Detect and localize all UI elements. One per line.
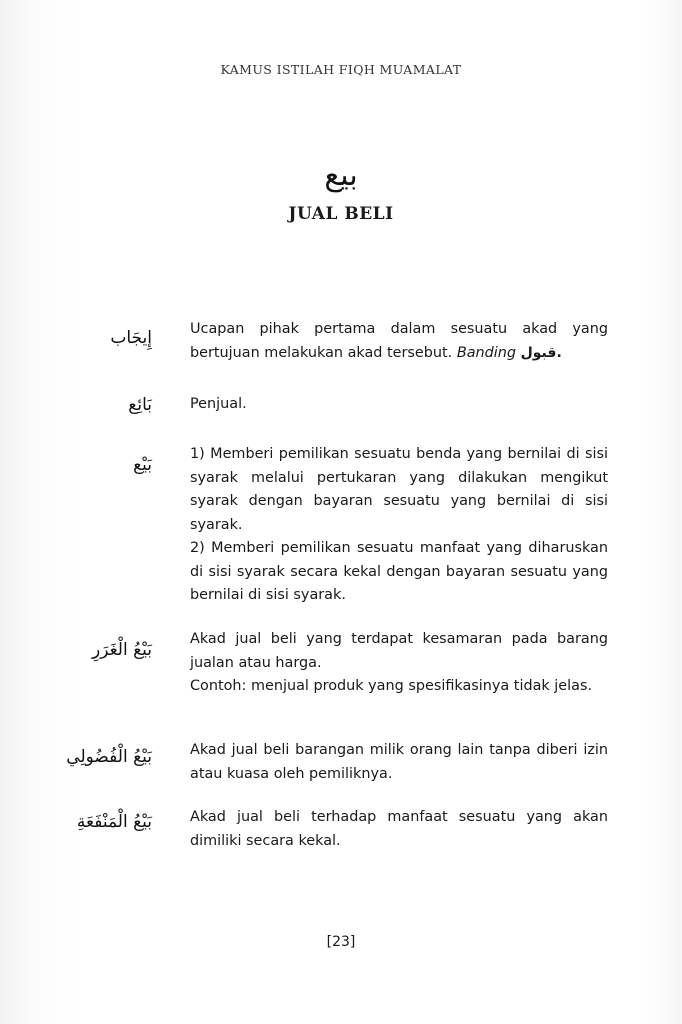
entry-term-arabic: بَيْعُ الْغَرَرِ xyxy=(91,640,152,660)
definition-text: 1) Memberi pemilikan sesuatu benda yang bernilai di sisi syarak melalui pertukaran yang dilakukan mengikut syarak dengan bayaran sesuatu yang bernilai di sisi syarak. xyxy=(190,446,608,533)
definition-text: Penjual. xyxy=(190,396,247,412)
definition-text: Akad jual beli barangan milik orang lain tanpa diberi izin atau kuasa oleh pemiliknya. xyxy=(190,742,608,782)
definition-text: Contoh: menjual produk yang spesifikasinya tidak jelas. xyxy=(190,678,593,694)
entry-term-arabic: بَيْعُ الْفُضُولِي xyxy=(66,747,152,767)
compare-label: Banding xyxy=(456,344,517,361)
entry-definition xyxy=(190,443,608,608)
running-header: KAMUS ISTILAH FIQH MUAMALAT xyxy=(220,62,462,77)
section-heading-arabic: بيع xyxy=(324,158,358,193)
definition-text: Akad jual beli yang terdapat kesamaran pada barang jualan atau harga. xyxy=(190,631,608,671)
entry-definition xyxy=(190,739,608,786)
definition-text: 2) Memberi pemilikan sesuatu manfaat yang diharuskan di sisi syarak secara kekal dengan bayaran sesuatu yang bernilai di sisi syarak. xyxy=(190,540,608,603)
definition-text: Akad jual beli terhadap manfaat sesuatu yang akan dimiliki secara kekal. xyxy=(190,809,608,849)
entry-definition xyxy=(190,628,608,699)
definition-text: Ucapan pihak pertama dalam sesuatu akad yang bertujuan melakukan akad tersebut. xyxy=(190,321,608,361)
entry-definition xyxy=(190,318,608,365)
page-number: [23] xyxy=(326,934,356,950)
entry-definition xyxy=(190,393,608,417)
compare-term-arabic: قبول. xyxy=(520,344,562,361)
entry-term-arabic: إِيجَاب xyxy=(110,328,152,348)
entry-term-arabic: بَائِع xyxy=(128,395,152,415)
entry-definition xyxy=(190,806,608,853)
entry-term-arabic: بَيْعُ الْمَنْفَعَةِ xyxy=(76,812,152,832)
entry-term-arabic: بَيْع xyxy=(133,455,152,475)
section-heading-title: JUAL BELI xyxy=(288,204,394,224)
